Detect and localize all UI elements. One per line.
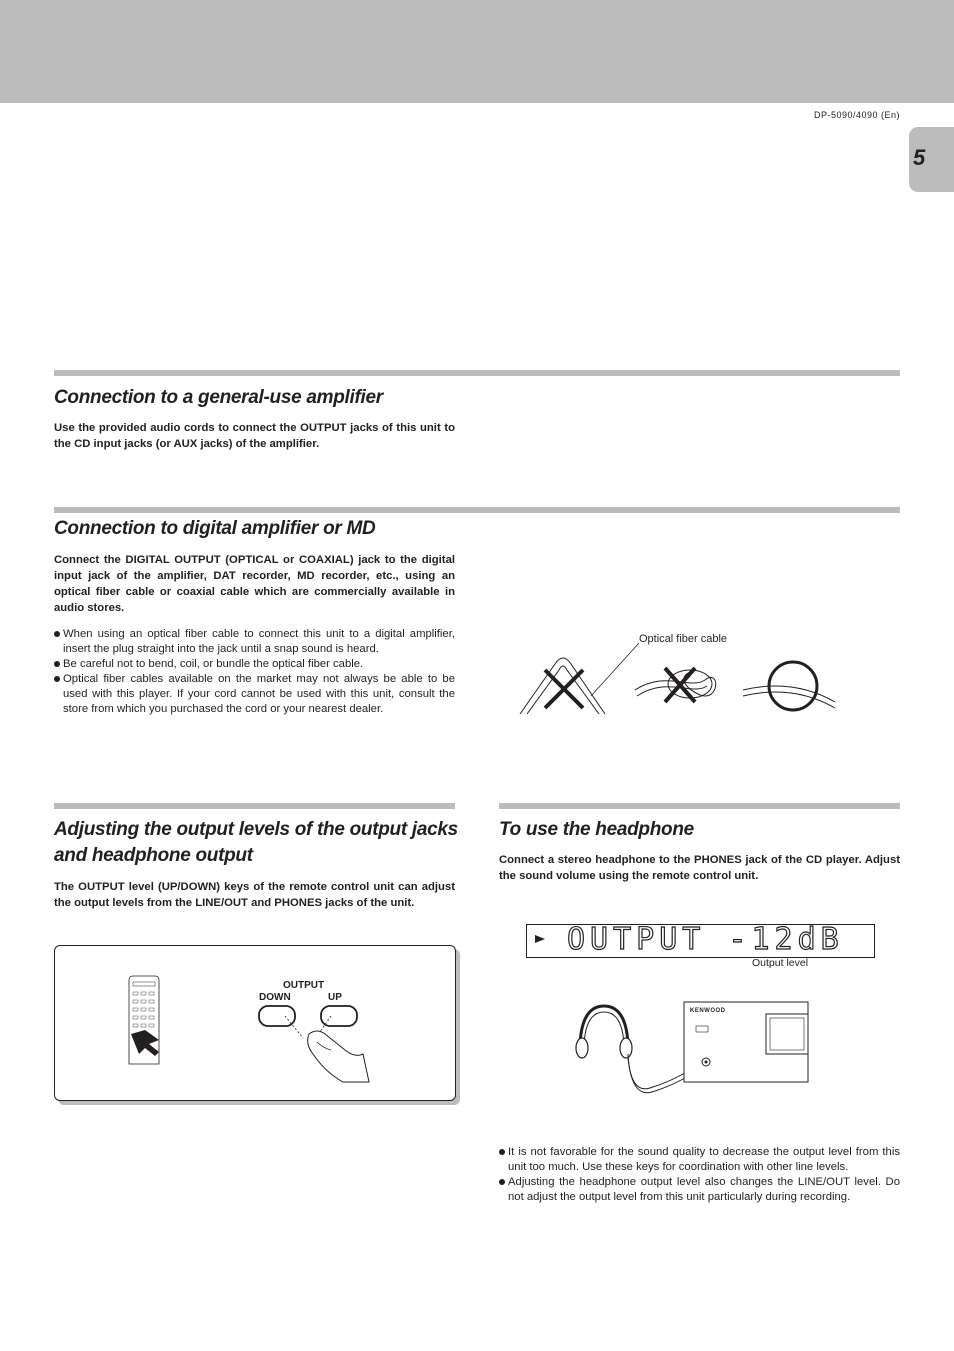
section-title-general: Connection to a general-use amplifier	[54, 387, 383, 408]
play-indicator-icon	[535, 935, 545, 943]
section-title-headphone: To use the headphone	[499, 819, 694, 840]
section-rule	[54, 370, 900, 376]
lead-digital: Connect the DIGITAL OUTPUT (OPTICAL or COAXIAL) jack to the digital input jack of the amplifier, DAT recorder, MD recorder, etc., using an optical fiber cable or coaxial cable which are commercially available in audio stores.	[54, 554, 455, 614]
page-number: 5	[913, 145, 926, 170]
headphone-notes	[499, 1145, 900, 1205]
optical-cable-caption: Optical fiber cable	[639, 633, 728, 645]
output-level-display	[526, 924, 875, 958]
section-title-output-line2: and headphone output	[54, 845, 253, 866]
list-item: It is not favorable for the sound quality to decrease the output level from this unit too much. Use these keys for coordination with other line levels.	[499, 1145, 900, 1175]
section-rule	[54, 507, 900, 513]
lead-headphone: Connect a stereo headphone to the PHONES jack of the CD player. Adjust the sound volume using the remote control unit.	[499, 854, 900, 882]
lead-general: Use the provided audio cords to connect the OUTPUT jacks of this unit to the CD input jacks (or AUX jacks) of the amplifier.	[54, 422, 455, 450]
up-key-label: UP	[328, 992, 342, 1003]
display-readout: OUTPUT -12dB	[567, 922, 844, 957]
headphone-connection-figure	[570, 1000, 810, 1095]
page-number-tab	[909, 127, 954, 192]
list-item: Optical fiber cables available on the market may not always be able to be used with this player. If your cord cannot be used with this unit, consult the store from which you purchased the cord or your nearest dealer.	[54, 672, 455, 717]
section-rule	[54, 803, 455, 809]
list-item: Be careful not to bend, coil, or bundle the optical fiber cable.	[54, 657, 455, 672]
list-item: Adjusting the headphone output level also changes the LINE/OUT level. Do not adjust the output level from this unit particularly during recording.	[499, 1175, 900, 1205]
optical-cable-figure	[515, 640, 845, 720]
digital-notes	[54, 627, 455, 717]
section-rule	[499, 803, 900, 809]
list-item: When using an optical fiber cable to connect this unit to a digital amplifier, insert the plug straight into the jack until a snap sound is heard.	[54, 627, 455, 657]
model-code: DP-5090/4090 (En)	[813, 110, 900, 120]
output-keys-illustration	[251, 1004, 391, 1084]
brand-logo: KENWOOD	[690, 1008, 726, 1014]
section-title-output-line1: Adjusting the output levels of the output jacks	[54, 819, 458, 840]
output-keys-label: OUTPUT	[283, 980, 325, 991]
output-level-caption: Output level	[752, 957, 809, 969]
down-key-label: DOWN	[259, 992, 291, 1003]
remote-control-illustration	[125, 974, 185, 1069]
remote-control-figure	[54, 945, 456, 1101]
lead-output: The OUTPUT level (UP/DOWN) keys of the remote control unit can adjust the output levels from the LINE/OUT and PHONES jacks of the unit.	[54, 881, 455, 909]
header-band	[0, 0, 954, 103]
section-title-digital: Connection to digital amplifier or MD	[54, 518, 376, 539]
